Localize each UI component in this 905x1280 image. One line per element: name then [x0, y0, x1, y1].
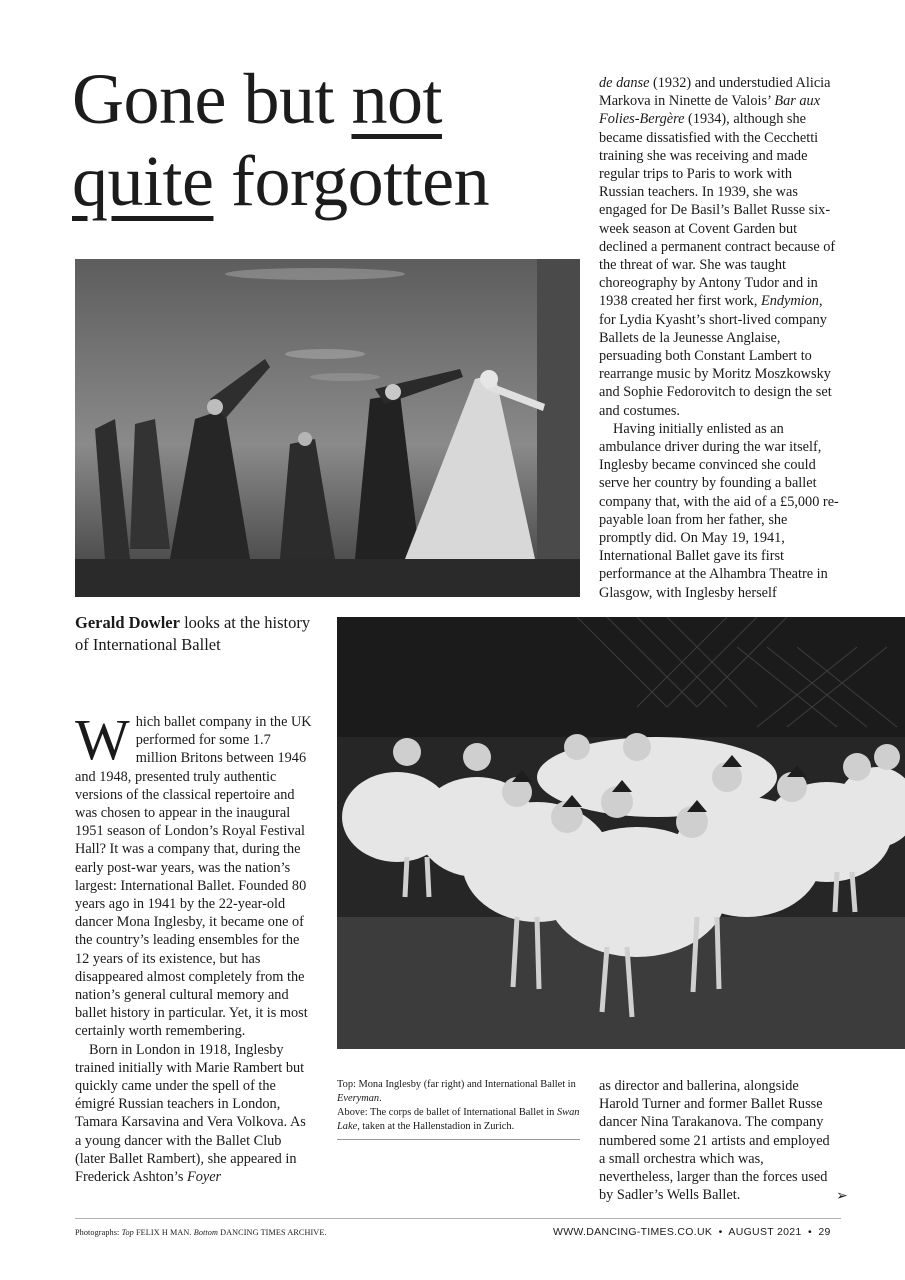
bottom-photo-swan-lake: [337, 617, 905, 1049]
body-column-right: [599, 74, 839, 602]
top-photo-everyman: [75, 259, 580, 597]
headline-underlined-word: quite: [72, 141, 214, 221]
body-column-bottom-right: [599, 1077, 839, 1204]
headline-line-2: quite forgotten: [72, 141, 490, 221]
body-column-left: [75, 707, 315, 1186]
article-headline: [72, 58, 582, 222]
page-folio: WWW.DANCING-TIMES.CO.UK • AUGUST 2021 • 29: [553, 1226, 831, 1238]
paragraph: Which ballet company in the UK performed for some 1.7 million Britons between 1946 and 1948, presented truly authentic versions of the classical repertoire and was chosen to appear in the inaugural 1951 season of London’s Royal Festival Hall? It was a company that, during the early post-war years, was the nation’s largest: International Ballet. Founded 80 years ago in 1941 by the 22-year-old dancer Mona Inglesby, it became one of the country’s leading ensembles for the 12 years of its existence, but has disappeared almost completely from the nation’s general cultural memory and ballet history in particular. Yet, it is most certainly worth remembering.: [75, 707, 312, 1040]
photo-caption: [337, 1078, 580, 1140]
headline-line-1: Gone but not: [72, 59, 442, 139]
continue-arrow-icon: ➢: [836, 1189, 848, 1204]
footer-rule: [75, 1218, 841, 1219]
everyman-image: [75, 259, 580, 597]
standfirst: Gerald Dowler looks at the history of International Ballet: [75, 613, 311, 654]
headline-underlined-word: not: [351, 59, 442, 139]
swan-lake-image: [337, 617, 905, 1049]
caption-top: Top: Mona Inglesby (far right) and International Ballet in Everyman.: [337, 1079, 576, 1104]
author-name: Gerald Dowler: [75, 613, 180, 632]
drop-cap: W: [75, 707, 130, 772]
paragraph: Having initially enlisted as an ambulance driver during the war itself, Inglesby became convinced she could serve her country by founding a ballet company that, with the aid of a £5,000 re-payable loan from her father, she promptly did. On May 19, 1941, International Ballet gave its first performance at the Alhambra Theatre in Glasgow, with Inglesby herself: [599, 420, 839, 601]
paragraph: de danse (1932) and understudied Alicia Markova in Ninette de Valois’ Bar aux Folies-Bergère (1934), although she became dissatisfied with the Cecchetti training she was receiving and made regular trips to Paris to work with Russian teachers. In 1939, she was engaged for De Basil’s Ballet Russe six-week season at Covent Garden but declined a permanent contract because of the threat of war. She was taught choreography by Antony Tudor and in 1938 created her first work, Endymion, for Lydia Kyasht’s short-lived company Ballets de la Jeunesse Anglaise, persuading both Constant Lambert to rearrange music by Moritz Moszkowsky and Sophie Fedorovitch to design the set and costumes.: [599, 75, 836, 419]
paragraph: as director and ballerina, alongside Harold Turner and former Ballet Russe dancer Nina Tarakanova. The company numbered some 21 artists and employed a small orchestra which was, nevertheless, larger than the forces used by Sadler’s Wells Ballet.: [599, 1078, 830, 1204]
photo-credit: Photographs: Top FELIX H MAN. Bottom DANCING TIMES ARCHIVE.: [75, 1228, 327, 1237]
caption-above: Above: The corps de ballet of International Ballet in Swan Lake, taken at the Hallenstadion in Zurich.: [337, 1107, 580, 1132]
paragraph: Born in London in 1918, Inglesby trained initially with Marie Rambert but quickly came under the spell of the émigré Russian teachers in London, Tamara Karsavina and Vera Volkova. As a young dancer with the Ballet Club (later Ballet Rambert), she appeared in Frederick Ashton’s Foyer: [75, 1041, 306, 1186]
